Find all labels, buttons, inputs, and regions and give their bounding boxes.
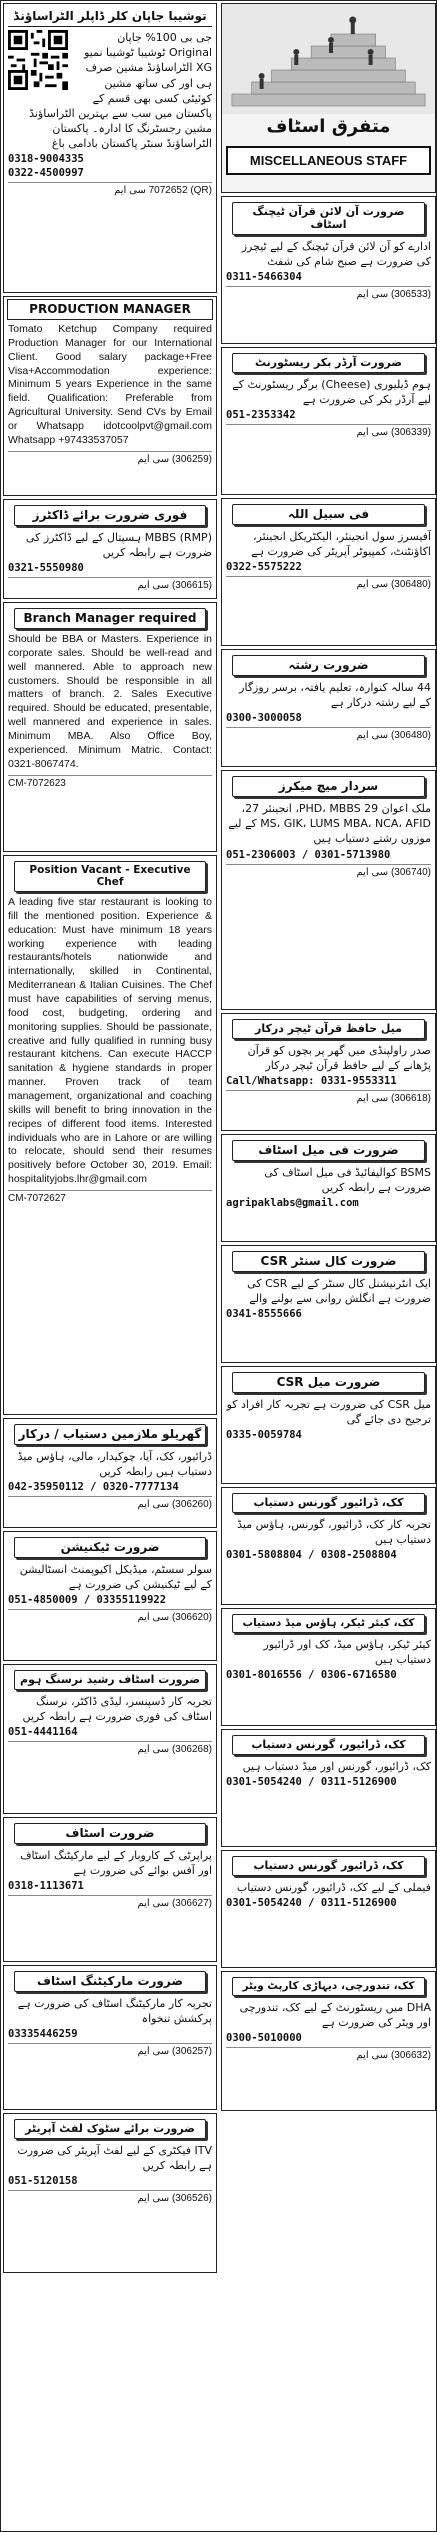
- ad-phone: 0321-5550980: [8, 562, 84, 575]
- ad-tandoorchi-waiter: [221, 1971, 436, 2111]
- ad-title: ضرورت آرڈر بکر ریسٹورنٹ: [232, 353, 425, 373]
- ad-body: تجربہ کار ڈسپنسر، لیڈی ڈاکٹر، نرسنگ اسٹاف کی فوری ضرورت ہے رابطہ کریں: [22, 1695, 212, 1724]
- ad-cook-driver-1: [221, 1487, 436, 1605]
- ad-phone: 0301-5054240 / 0311-5126900: [226, 1897, 397, 1910]
- ad-branch-manager: [3, 602, 217, 852]
- ad-title: گھریلو ملازمین دستیاب / درکار: [14, 1424, 206, 1445]
- ad-title: ضرورت مارکیٹنگ اسٹاف: [14, 1971, 206, 1992]
- ad-reference: (306257) سی ایم: [8, 2043, 212, 2057]
- ad-urgent-doctors: [3, 499, 217, 599]
- ad-phone: 051-2353342: [226, 409, 296, 422]
- staircase-illustration: [222, 4, 435, 114]
- ad-title: ضرورت ٹیکنیشن: [14, 1537, 206, 1558]
- ad-title: کک، ڈرائیور، گورنس دستیاب: [232, 1735, 425, 1755]
- ad-reference: CM-7072627: [8, 1190, 212, 1204]
- ad-title: کک، ڈرائیور گورنس دستیاب: [232, 1856, 425, 1876]
- ad-title: ضرورت رشتہ: [232, 655, 425, 676]
- ad-male-csr: [221, 1366, 436, 1484]
- ad-title: Branch Manager required: [14, 608, 206, 629]
- ad-reference: (306260) سی ایم: [8, 1496, 212, 1510]
- ad-phone: 0301-8016556 / 0306-6716580: [226, 1669, 397, 1682]
- ad-title: فوری ضرورت برائے ڈاکٹرز: [14, 505, 206, 526]
- ad-executive-chef: [3, 855, 217, 1415]
- ad-body: DHA میں ریسٹورنٹ کے لیے کک، تندورچی اور ویٹر کی ضرورت ہے: [239, 2001, 431, 2030]
- ad-title: PRODUCTION MANAGER: [7, 299, 213, 320]
- ad-body: تجربہ کار مارکیٹنگ اسٹاف کی ضرورت ہے پرکشش تنخواہ: [17, 1997, 212, 2026]
- ad-online-quran-staff: [221, 196, 436, 344]
- ad-title: ضرورت آن لائن قرآن ٹیچنگ اسٹاف: [232, 202, 425, 235]
- ad-body: پراپرٹی کے کاروبار کے لیے مارکیٹنگ اسٹاف اور آفس بوائے کی ضرورت ہے: [20, 1849, 212, 1878]
- ad-phone: 0318-9004335: [8, 153, 84, 166]
- left-column: [3, 3, 217, 2531]
- ad-phone: 0300-3000058: [226, 712, 302, 725]
- ad-body: کک، ڈرائیور، گورنس اور میڈ دستیاب ہیں: [242, 1760, 431, 1773]
- ad-hafiz-quran-teacher: [221, 1013, 436, 1131]
- ad-cook-driver-2: [221, 1729, 436, 1847]
- ad-phone: 0318-1113671: [8, 1880, 84, 1893]
- section-title-english: MISCELLANEOUS STAFF: [226, 146, 431, 175]
- ad-reference: (306740) سی ایم: [226, 864, 431, 878]
- section-banner: [221, 3, 436, 193]
- ad-production-manager: [3, 296, 217, 496]
- ad-body: BSMS کوالیفائیڈ فی میل اسٹاف کی ضرورت ہے رابطہ کریں: [264, 1166, 431, 1195]
- ad-body: ملک اعوان PHD، MBBS 29، انجینئر 27، MS، GIK، LUMS MBA، NCA، AFID کے لیے موزوں رشتے دستیاب ہیں: [228, 802, 431, 846]
- ad-body: ITV فیکٹری کے لیے لفٹ آپریٹر کی ضرورت ہے رابطہ کریں: [17, 2144, 212, 2173]
- ad-title: Position Vacant - Executive Chef: [14, 861, 206, 892]
- ad-sardar-match-makers: [221, 770, 436, 1010]
- ad-phone: 051-2306003 / 0301-5713980: [226, 848, 391, 861]
- ad-phone: 051-4850009 / 03355119922: [8, 1594, 167, 1607]
- ad-body: آفیسرز سول انجینئر، الیکٹریکل انجینئر، اکاؤنٹنٹ، کمپیوٹر آپریٹر کی ضرورت ہے: [251, 530, 431, 559]
- ad-rasheed-nursing-home: [3, 1664, 217, 1814]
- section-title-urdu: متفرق اسٹاف: [266, 116, 391, 137]
- ad-phone: 0301-5808804 / 0308-2508804: [226, 1549, 397, 1562]
- ad-reference: (306615) سی ایم: [8, 577, 212, 591]
- ad-domestic-staff: [3, 1418, 217, 1528]
- ad-reference: (306627) سی ایم: [8, 1895, 212, 1909]
- ad-body: میل CSR کی ضرورت ہے تجربہ کار افراد کو ترجیح دی جائے گی: [226, 1398, 431, 1427]
- ad-body: (RMP) MBBS ہسپتال کے لیے ڈاکٹرز کی ضرورت ہے رابطہ کریں: [25, 531, 212, 560]
- ad-reference: CM-7072623: [8, 775, 212, 789]
- ad-phone: 0311-5466304: [226, 271, 302, 284]
- ad-title: کک، تندورچی، دیہاڑی کارپٹ ویٹر: [232, 1977, 425, 1996]
- ad-phone: 0322-4500997: [8, 167, 84, 180]
- qr-code-icon: [8, 30, 68, 90]
- ad-body: صدر راولپنڈی میں گھر پر بچوں کو قرآن پڑھانے کے لیے حافظ قرآن ٹیچر درکار: [247, 1044, 431, 1073]
- ad-title: توشیبا جاپان کلر ڈاپلر الٹراساؤنڈ: [8, 7, 212, 27]
- ad-marketing-staff: [3, 1965, 217, 2110]
- ad-body: ادارے کو آن لائن قرآن ٹیچنگ کے لیے ٹیچرز کی ضرورت ہے صبح شام کی شفٹ: [241, 240, 431, 269]
- ad-phone: 0341-8555666: [226, 1308, 302, 1321]
- ad-lift-operator: [3, 2113, 217, 2273]
- ad-fi-sabilillah: [221, 498, 436, 646]
- ad-body: کیئر ٹیکر، ہاؤس میڈ، کک اور ڈرائیور دستیاب ہیں: [263, 1638, 431, 1667]
- ad-reference: (306259) سی ایم: [8, 451, 212, 465]
- ad-reference: (306268) سی ایم: [8, 1741, 212, 1755]
- ad-phone: 051-4441164: [8, 1726, 78, 1739]
- ad-title: ضرورت کال سنٹر CSR: [232, 1251, 425, 1272]
- ad-body: A leading five star restaurant is looking to fill the mentioned position. Experience & education: Must have minimum 18 years working experience with leading restaurants/hotels nationwide and internationally, skilled in Continental, Mediterranean & Italian Cuisines. The Chef must have capabilities of serving menus, food cost, budgeting, ordering and monitoring supplies. Should be passionate, creative and fully qualified in running busy restaurant kitchens. Can execute HACCP sanitation & hygiene standards in proper manner. Proven track of team management, organizational and coaching skills will benefit to bring innovation in the recipes of different food items. Interested individuals who are in Lahore or are willing to relocate, should send their resumes positively before October 30, 2019. Email: hospitalityjobs.lhr@gmail.com: [8, 896, 212, 1186]
- ad-title: ضرورت فی میل اسٹاف: [232, 1140, 425, 1161]
- ad-body: Tomato Ketchup Company required Production Manager for our International Client. Good salary package+Free Visa+Accommodation experience: Minimum 5 years Experience in the same field. Qualification: Preferable from Agricultural University. Send CVs by Email or Whatsapp idotcoolpvt@gmail.com Whatsapp +97433537057: [8, 323, 212, 446]
- ad-body: 44 سالہ کنوارہ، تعلیم یافتہ، برسر روزگار کے لیے رشتہ درکار ہے: [239, 681, 431, 710]
- ad-female-staff: [221, 1134, 436, 1242]
- ad-title: ضرورت اسٹاف رشید نرسنگ ہوم: [14, 1670, 206, 1690]
- ad-order-booker-restaurant: [221, 347, 436, 495]
- ad-reference: (306480) سی ایم: [226, 576, 431, 590]
- right-column: [221, 3, 436, 2531]
- ad-body: Should be BBA or Masters. Experience in corporate sales. Should be well-read and well mannered. Able to approach new customers. Should be responsible in all matters of branch. 2. Sales Executive required. Should be educated, presentable, well mannered and experience in sales. Minimum MBA. Also Office Boy, experienced. Minimum Matric. Contact: 0321-8067474.: [8, 633, 212, 770]
- ad-reference: (306632) سی ایم: [226, 2047, 431, 2061]
- ad-title: میل حافظ قرآن ٹیچر درکار: [232, 1019, 425, 1039]
- ad-cook-caretaker: [221, 1608, 436, 1726]
- ad-reference: (306526) سی ایم: [8, 2190, 212, 2204]
- ad-reference: (306533) سی ایم: [226, 286, 431, 300]
- ad-title: ضرورت برائے سٹوک لفٹ آپریٹر: [14, 2119, 206, 2139]
- ad-phone: 0322-5575222: [226, 561, 302, 574]
- ad-reference: (QR) 7072652 سی ایم: [8, 182, 212, 196]
- ad-toshiba-ultrasound: [3, 3, 217, 293]
- ad-body: ہوم ڈیلیوری (Cheese) برگر ریسٹورنٹ کے لیے آرڈر بکر کی ضرورت ہے: [232, 378, 431, 407]
- ad-reference: (306620) سی ایم: [8, 1609, 212, 1623]
- ad-email: agripaklabs@gmail.com: [226, 1197, 359, 1210]
- ad-title: ضرورت اسٹاف: [14, 1823, 206, 1844]
- ad-body: ڈرائیور، کک، آیا، چوکیدار، مالی، ہاؤس میڈ دستیاب ہیں رابطہ کریں: [17, 1450, 212, 1479]
- ad-reference: (306339) سی ایم: [226, 424, 431, 438]
- ad-staff: [3, 1817, 217, 1962]
- ad-phone: 0300-5010000: [226, 2032, 302, 2045]
- ad-rishta: [221, 649, 436, 767]
- ad-phone: 042-35950112 / 0320-7777134: [8, 1481, 179, 1494]
- ad-call-center-csr: [221, 1245, 436, 1363]
- ad-phone: 03335446259: [8, 2028, 78, 2041]
- ad-reference: (306480) سی ایم: [226, 727, 431, 741]
- ad-title: ضرورت میل CSR: [232, 1372, 425, 1393]
- ad-phone: Call/Whatsapp: 0331-9553311: [226, 1075, 397, 1088]
- ad-technician: [3, 1531, 217, 1661]
- ad-title: کک، کیئر ٹیکر، ہاؤس میڈ دستیاب: [232, 1614, 425, 1633]
- ad-phone: 051-5120158: [8, 2175, 78, 2188]
- ad-body: تجربہ کار کک، ڈرائیور، گورنس، ہاؤس میڈ دستیاب ہیں: [237, 1518, 431, 1547]
- ad-phone: 0301-5054240 / 0311-5126900: [226, 1776, 397, 1789]
- ad-body: ایک انٹرنیشنل کال سنٹر کے لیے CSR کی ضرورت ہے انگلش روانی سے بولنے والے: [247, 1277, 431, 1306]
- ad-cook-driver-3: [221, 1850, 436, 1968]
- ad-body: فیملی کے لیے کک، ڈرائیور، گورنس دستیاب: [236, 1881, 431, 1894]
- ad-title: کک، ڈرائیور گورنس دستیاب: [232, 1493, 425, 1513]
- ad-title: فی سبیل اللہ: [232, 504, 425, 525]
- ad-phone: 0335-0059784: [226, 1429, 302, 1442]
- ad-body: جی بی 100% جاپان Original ٹوشیبا ٹوشیبا نمیو XG الٹراساؤنڈ مشین صرف ہی اور کی ساتھ مشین کوئیٹی کسی بھی قسم کے پاکستان میں سب سے بہترین الٹراساؤنڈ مشین رجسٹرنگ کا ادارہ۔ پاکستان الٹراساؤنڈ سنٹر پاکستان بادامی باغ: [29, 31, 212, 151]
- ad-reference: (306618) سی ایم: [226, 1090, 431, 1104]
- ad-body: سولر سسٹم، میڈیکل اکیوپمنٹ انسٹالیشن کے لیے ٹیکنیشن کی ضرورت ہے: [19, 1563, 212, 1592]
- ad-title: سردار میچ میکرز: [232, 776, 425, 797]
